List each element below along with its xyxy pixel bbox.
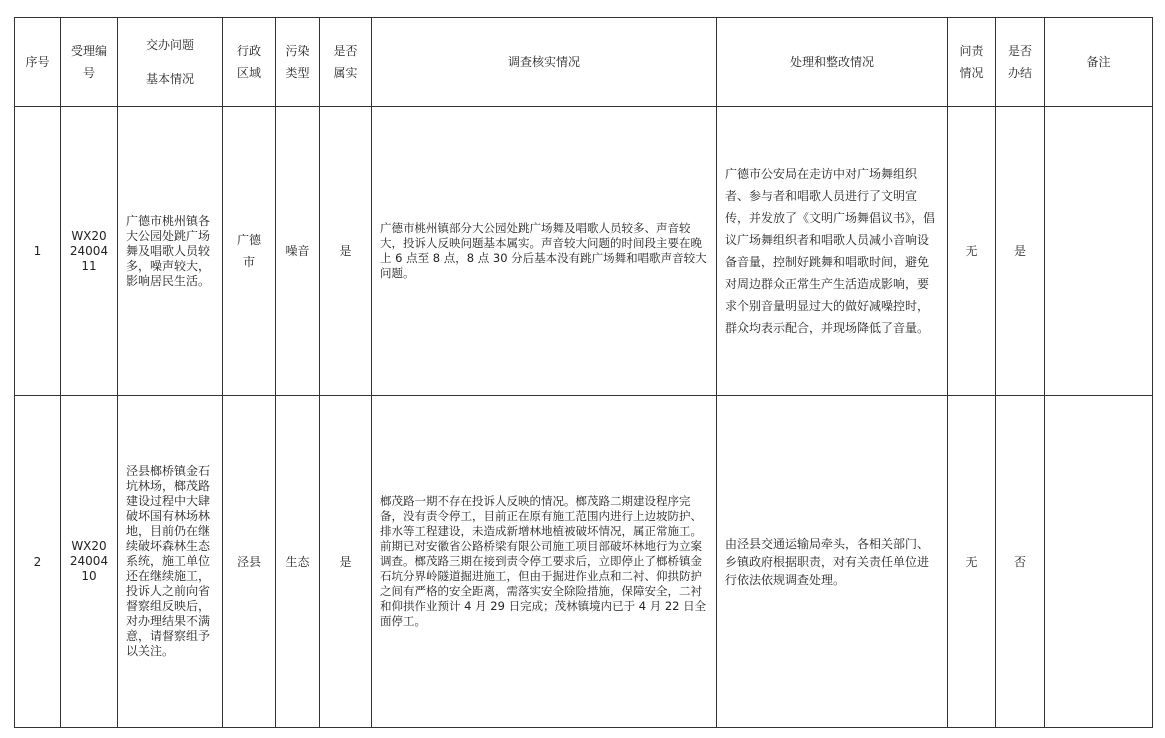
table-row [15, 396, 1153, 728]
header-handle-label: 处理和整改情况 [789, 55, 874, 69]
accept-no-part: WX20 [71, 539, 107, 553]
cell-issue: 广德市桃州镇各大公园处跳广场舞及唱歌人员较多，噪声较大，影响居民生活。 [118, 107, 223, 396]
cell-is-true: 是 [320, 107, 372, 396]
cell-seq: 1 [15, 107, 61, 396]
header-remark [1045, 18, 1153, 107]
header-pollution-line2: 类型 [285, 66, 310, 80]
header-accountability [948, 18, 996, 107]
cell-region [223, 396, 276, 728]
cell-region [223, 107, 276, 396]
header-verify [372, 18, 717, 107]
cell-issue: 泾县榔桥镇金石坑林场，榔茂路建设过程中大肆破坏国有林场林地，目前仍在继续破坏森林生态系统，施工单位还在继续施工，投诉人之前向省督察组反映后，对办理结果不满意，请督察组予以关注。 [118, 396, 223, 728]
region-part: 泾县 [236, 554, 261, 569]
table-row [15, 107, 1153, 396]
cell-handle: 由泾县交通运输局牵头，各相关部门、乡镇政府根据职责，对有关责任单位进行依法依规调查处理。 [717, 396, 948, 728]
cell-closed: 是 [996, 107, 1045, 396]
cell-closed: 否 [996, 396, 1045, 728]
header-accept-no [61, 18, 118, 107]
header-seq [15, 18, 61, 107]
header-is-true [320, 18, 372, 107]
cell-pollution: 生态 [276, 396, 320, 728]
header-accountability-line1: 问责 [959, 44, 984, 58]
header-accept-no-line2: 号 [82, 66, 95, 80]
cell-handle: 广德市公安局在走访中对广场舞组织者、参与者和唱歌人员进行了文明宣传，并发放了《文明广场舞倡议书》，倡议广场舞组织者和唱歌人员减小音响设备音量，控制好跳舞和唱歌时间，避免对周边群众正常生产生活造成影响，要求个别音量明显过大的做好减噪控时，群众均表示配合，并现场降低了音量。 [717, 107, 948, 396]
cell-accountability: 无 [948, 107, 996, 396]
case-table [14, 17, 1153, 728]
accept-no-part: 24004 [69, 554, 109, 568]
header-region-line2: 区域 [236, 66, 261, 80]
header-pollution [276, 18, 320, 107]
header-accountability-line2: 情况 [959, 66, 984, 80]
accept-no-part: WX20 [71, 228, 107, 243]
header-seq-label: 序号 [25, 55, 50, 69]
region-part: 市 [242, 255, 255, 269]
cell-seq: 2 [15, 396, 61, 728]
cell-remark [1045, 107, 1153, 396]
header-issue-line1: 交办问题 [145, 38, 194, 52]
header-accept-no-line1: 受理编 [70, 44, 107, 58]
cell-accountability: 无 [948, 396, 996, 728]
region-part: 广德 [236, 233, 261, 247]
cell-pollution: 噪音 [276, 107, 320, 396]
header-issue [118, 18, 223, 107]
header-row [15, 18, 1153, 107]
cell-is-true: 是 [320, 396, 372, 728]
cell-accept-no [61, 107, 118, 396]
accept-no-part: 24004 [69, 243, 109, 258]
header-closed-line2: 办结 [1007, 66, 1032, 80]
header-issue-line2: 基本情况 [145, 72, 194, 86]
cell-verify: 广德市桃州镇部分大公园处跳广场舞及唱歌人员较多、声音较大，投诉人反映问题基本属实。声音较大问题的时间段主要在晚上 6 点至 8 点，8 点 30 分后基本没有跳广场舞和唱歌声音较大问题。 [372, 107, 717, 396]
accept-no-part: 10 [81, 569, 97, 583]
header-is-true-line1: 是否 [333, 44, 358, 58]
header-is-true-line2: 属实 [333, 66, 358, 80]
header-verify-label: 调查核实情况 [507, 55, 580, 69]
header-remark-label: 备注 [1086, 55, 1111, 69]
header-closed [996, 18, 1045, 107]
header-region-line1: 行政 [236, 44, 261, 58]
header-pollution-line1: 污染 [285, 44, 310, 58]
header-closed-line1: 是否 [1007, 44, 1032, 58]
cell-verify: 榔茂路一期不存在投诉人反映的情况。榔茂路二期建设程序完备，没有责令停工，目前正在原有施工范围内进行上边坡防护、排水等工程建设，未造成新增林地植被破坏情况，属正常施工。前期已对安徽省公路桥梁有限公司施工项目部破坏林地行为立案调查。榔茂路三期在接到责令停工要求后，立即停止了榔桥镇金石坑分界岭隧道掘进施工，但由于掘进作业点和二衬、仰拱防护之间有严格的安全距离，需落实安全除险措施，保障安全，二衬和仰拱作业预计 4 月 29 日完成；茂林镇境内已于 4 月 22 日全面停工。 [372, 396, 717, 728]
cell-remark [1045, 396, 1153, 728]
accept-no-part: 11 [81, 258, 97, 273]
cell-accept-no [61, 396, 118, 728]
header-region [223, 18, 276, 107]
header-handle [717, 18, 948, 107]
